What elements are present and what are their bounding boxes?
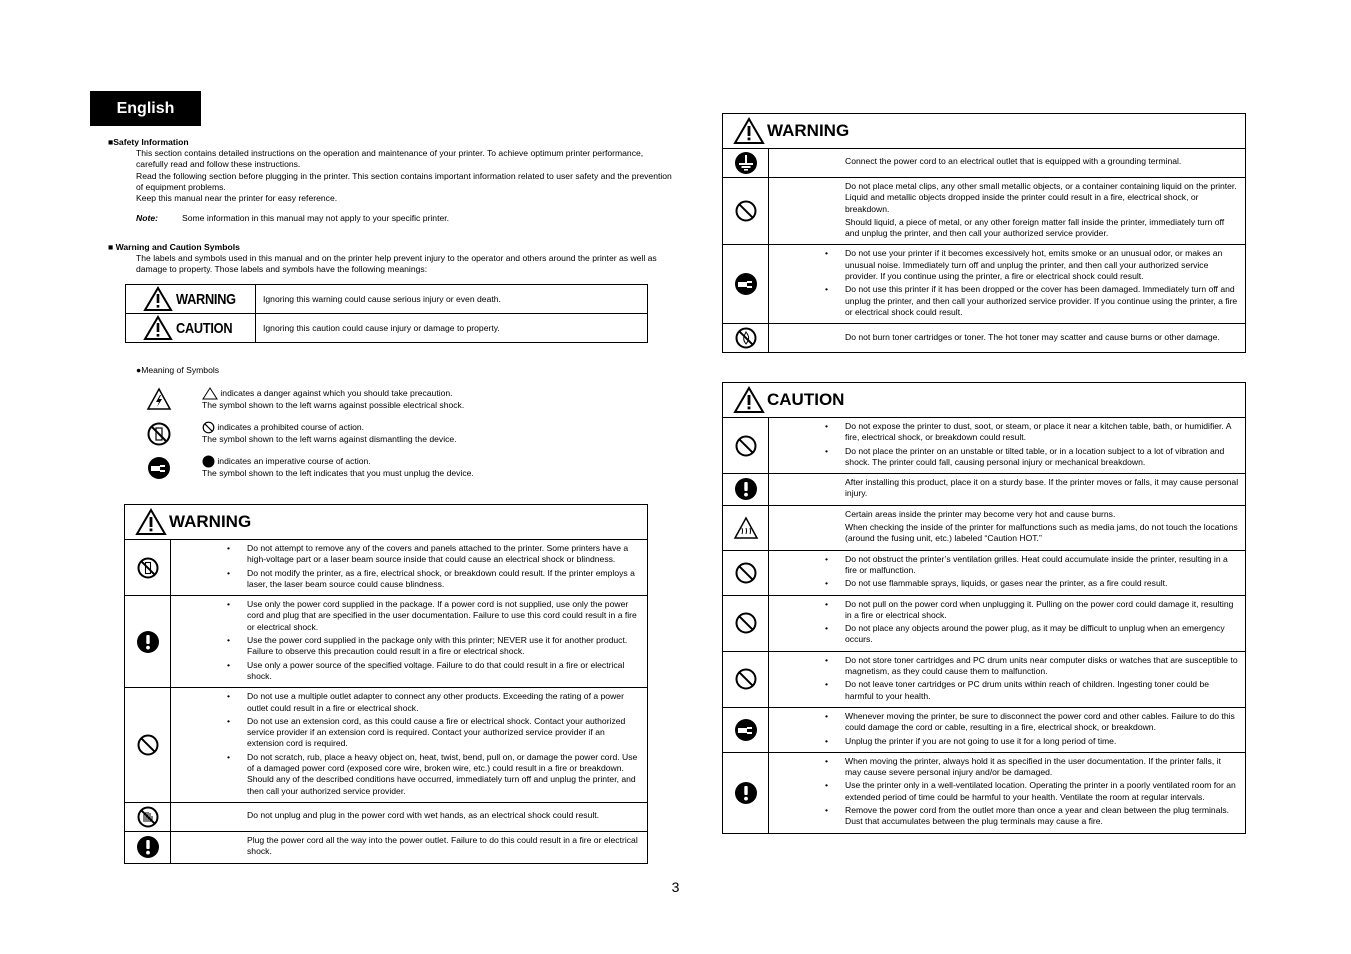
box-row	[125, 596, 648, 688]
prohibited-icon	[734, 206, 758, 216]
box-header	[723, 114, 1246, 149]
intro-paragraph: This section contains detailed instructions on the operation and maintenance of your printer. To achieve optimum printer performance, carefully read and follow these instructions.	[136, 148, 644, 170]
row-text-cell	[769, 595, 1246, 651]
warning-triangle-icon	[143, 286, 173, 312]
note-text: Some information in this manual may not apply to your specific printer.	[182, 213, 450, 223]
prohibited-icon	[734, 617, 758, 627]
row-text: Do not unplug and plug in the power cord with wet hands, as an electrical shock could result.	[247, 810, 600, 821]
mandatory-icon	[734, 787, 758, 797]
prohibited-icon	[734, 567, 758, 577]
caution-box-right	[722, 382, 1246, 834]
intro-paragraph: Keep this manual near the printer for easy reference.	[136, 193, 338, 204]
row-text-cell	[769, 707, 1246, 752]
bullet-list	[227, 691, 641, 797]
no-wet-hands-icon	[136, 811, 160, 821]
symbols-heading: ■ Warning and Caution Symbols	[108, 242, 240, 252]
bullet-item: • Do not use a multiple outlet adapter to connect any other products. Exceeding the rating of a power outlet could result in a fire or electrical shock.	[227, 691, 641, 714]
note-label: Note:	[136, 213, 158, 223]
bullet-item: • Do not modify the printer, as a fire, electrical shock, or breakdown could result. If the printer employs a laser, the laser beam source could cause blindness.	[227, 568, 641, 591]
box-row	[723, 149, 1246, 178]
bullet-list	[227, 543, 641, 590]
row-icon-cell	[723, 178, 769, 245]
symbol-legend-table	[125, 284, 648, 343]
row-text-cell	[769, 149, 1246, 178]
box-row	[125, 802, 648, 831]
row-icon-cell	[723, 595, 769, 651]
row-text-cell	[769, 245, 1246, 324]
caution-triangle-icon	[202, 387, 218, 400]
row-paragraph: When checking the inside of the printer for malfunctions such as media jams, do not touch the locations (around the fusing unit, etc.) labeled “Caution HOT.”	[845, 522, 1238, 544]
bullet-item: • Do not use this printer if it has been dropped or the cover has been damaged. Immediately turn off and unplug the printer, and then call your authorized service provider. If you continue using the printer, a fire or electrical shock could result.	[825, 284, 1239, 318]
no-dismantle-icon	[136, 562, 160, 572]
row-text: Plug the power cord all the way into the power outlet. Failure to do this could result in a fire or electrical shock.	[247, 834, 638, 857]
prohibited-icon	[734, 440, 758, 450]
row-text-cell	[769, 550, 1246, 595]
bullet-item: • Do not store toner cartridges and PC drum units near computer disks or watches that are susceptible to magnetism, as they could cause them to malfunction.	[825, 655, 1239, 678]
meaning-row	[136, 421, 656, 449]
warning-triangle-icon	[135, 508, 167, 536]
box-header	[723, 383, 1246, 418]
caution-triangle-icon	[143, 315, 173, 341]
bullet-list	[825, 756, 1239, 828]
bullet-list	[825, 248, 1239, 318]
box-row	[723, 505, 1246, 550]
warning-label-cell	[126, 285, 256, 314]
prohibited-icon	[734, 674, 758, 684]
row-icon-cell	[723, 324, 769, 353]
box-title: CAUTION	[767, 390, 845, 410]
bullet-item: • Remove the power cord from the outlet more than once a year and clean between the plug terminals. Dust that accumulates between the plug terminals may cause a fire.	[825, 805, 1239, 828]
mandatory-dot-icon	[202, 455, 215, 468]
box-header-row	[723, 114, 1246, 149]
row-paragraph: Certain areas inside the printer may become very hot and cause burns.	[845, 508, 1116, 519]
prohibited-icon	[202, 421, 215, 434]
symbol-legend-row	[126, 314, 648, 343]
row-text: Do not burn toner cartridges or toner. The hot toner may scatter and cause burns or other damage.	[845, 331, 1220, 342]
meaning-text: indicates a prohibited course of action.	[217, 421, 365, 432]
warning-triangle-icon	[733, 386, 765, 414]
bullet-item: • Do not leave toner cartridges or PC drum units within reach of children. Ingesting toner could be harmful to your health.	[825, 679, 1239, 702]
bullet-list	[227, 599, 641, 682]
row-text-cell	[769, 752, 1246, 833]
prohibited-icon	[136, 739, 160, 749]
meaning-text: indicates a danger against which you should take precaution.	[220, 387, 453, 398]
bullet-item: • Do not place any objects around the power plug, as it may be difficult to unplug when an emergency occurs.	[825, 623, 1239, 646]
bullet-item: • Do not use your printer if it becomes excessively hot, emits smoke or an unusual odor, or makes an unusual noise. Immediately turn off and unplug the printer, and then call your authorized service provider. If you continue using the printer, a fire or electrical shock could result.	[825, 248, 1239, 282]
meaning-text: The symbol shown to the left indicates that you must unplug the device.	[202, 468, 474, 478]
no-fire-icon	[734, 333, 758, 343]
box-header-row	[125, 505, 648, 540]
warning-label: WARNING	[176, 290, 236, 308]
bullet-item: • Do not pull on the power cord when unplugging it. Pulling on the power cord could damage it, resulting in a fire or electrical shock.	[825, 599, 1239, 622]
bullet-item: • Use the printer only in a well-ventilated location. Operating the printer in a poorly ventilated room for an extended period of time could be harmful to your health. Ventilate the room at regular intervals.	[825, 780, 1239, 803]
caution-label: CAUTION	[176, 319, 233, 337]
language-tab: English	[90, 91, 201, 126]
box-row	[723, 418, 1246, 474]
meaning-heading: ●Meaning of Symbols	[136, 365, 220, 375]
box-header-row	[723, 383, 1246, 418]
bullet-item: • Use the power cord supplied in the package only with this printer; NEVER use it for another product. Failure to observe this precaution could result in a fire or electrical shock.	[227, 635, 641, 658]
meaning-text: indicates an imperative course of action.	[217, 455, 371, 466]
caution-label-cell	[126, 314, 256, 343]
meaning-row	[136, 387, 656, 415]
box-row	[723, 550, 1246, 595]
box-row	[723, 324, 1246, 353]
bullet-item: • Do not scratch, rub, place a heavy object on, heat, twist, bend, pull on, or damage the power cord. Use of a damaged power cord (exposed core wire, broken wire, etc.) could result in a fire or breakdown. Should any of the described conditions have occurred, immediately turn off and unplug the printer, and then call your authorized service provider.	[227, 752, 641, 797]
hot-surface-icon	[733, 522, 759, 532]
bullet-item: • Do not expose the printer to dust, soot, or steam, or place it near a kitchen table, bath, or humidifier. A fire, electrical shock, or breakdown could result.	[825, 421, 1239, 444]
safety-intro	[136, 148, 676, 204]
box-row	[723, 474, 1246, 506]
box-row	[125, 540, 648, 596]
meaning-row	[136, 455, 656, 483]
mandatory-icon	[136, 636, 160, 646]
bullet-list	[825, 554, 1239, 590]
row-text-cell	[171, 540, 648, 596]
bullet-list	[825, 711, 1239, 747]
box-row	[723, 178, 1246, 245]
note	[136, 213, 676, 224]
bullet-item: • Do not use an extension cord, as this could cause a fire or electrical shock. Contact your authorized service provider if an extension cord is required. Contact your authorized service provider if an extension cord is required.	[227, 716, 641, 750]
row-icon-cell	[723, 505, 769, 550]
bullet-item: • Do not place the printer on an unstable or tilted table, or in a location subject to a lot of vibration and shock. The printer could fall, causing personal injury or mechanical breakdown.	[825, 446, 1239, 469]
mandatory-icon	[734, 484, 758, 494]
row-icon-cell	[723, 149, 769, 178]
meaning-text: The symbol shown to the left warns against possible electrical shock.	[202, 400, 465, 410]
symbols-intro: The labels and symbols used in this manual and on the printer help prevent injury to the operator and others around the printer as well as damage to property. Those labels and symbols have the following meanings:	[136, 253, 657, 275]
row-text-cell	[171, 831, 648, 863]
box-row	[125, 831, 648, 863]
row-icon-cell	[723, 418, 769, 474]
bullet-item: • Unplug the printer if you are not going to use it for a long period of time.	[825, 736, 1239, 747]
row-icon-cell	[723, 474, 769, 506]
warning-box-left	[124, 504, 648, 864]
ground-icon	[734, 157, 758, 167]
bullet-list	[825, 655, 1239, 702]
row-text-cell	[769, 651, 1246, 707]
row-text-cell	[171, 802, 648, 831]
box-row	[723, 651, 1246, 707]
box-row	[723, 595, 1246, 651]
electric-shock-icon	[146, 387, 172, 411]
box-row	[723, 752, 1246, 833]
box-header	[125, 505, 648, 540]
row-icon-cell	[125, 831, 171, 863]
row-paragraph: Should liquid, a piece of metal, or any other foreign matter fall inside the printer, immediately turn off and unplug the printer, and then call your authorized service provider.	[845, 216, 1225, 239]
row-icon-cell	[723, 651, 769, 707]
box-row	[723, 245, 1246, 324]
bullet-item: • Do not use flammable sprays, liquids, or gases near the printer, as a fire could result.	[825, 578, 1239, 589]
no-dismantle-icon	[146, 421, 172, 447]
row-text-cell	[171, 596, 648, 688]
unplug-icon	[734, 279, 758, 289]
unplug-icon	[146, 455, 172, 481]
row-icon-cell	[125, 688, 171, 803]
row-icon-cell	[723, 707, 769, 752]
row-text: Connect the power cord to an electrical outlet that is equipped with a grounding terminal.	[845, 156, 1182, 167]
unplug-icon	[734, 724, 758, 734]
row-text-cell	[769, 474, 1246, 506]
safety-heading: ■Safety Information	[108, 137, 189, 147]
page-number: 3	[671, 879, 680, 895]
caution-meaning: Ignoring this caution could cause injury or damage to property.	[256, 314, 648, 343]
bullet-item: • Do not obstruct the printer’s ventilation grilles. Heat could accumulate inside the printer, resulting in a fire or malfunction.	[825, 554, 1239, 577]
row-text-cell	[769, 324, 1246, 353]
bullet-item: • When moving the printer, always hold it as specified in the user documentation. If the printer falls, it may cause severe personal injury and/or be damaged.	[825, 756, 1239, 779]
box-row	[125, 688, 648, 803]
row-icon-cell	[723, 245, 769, 324]
warning-meaning: Ignoring this warning could cause serious injury or even death.	[256, 285, 648, 314]
bullet-item: • Use only a power source of the specified voltage. Failure to do that could result in a fire or electrical shock.	[227, 660, 641, 683]
box-row	[723, 707, 1246, 752]
bullet-item: • Do not attempt to remove any of the covers and panels attached to the printer. Some printers have a high-voltage part or a laser beam source inside that could cause an electrical shock or blindness.	[227, 543, 641, 566]
row-text: After installing this product, place it on a sturdy base. If the printer moves or falls, it may cause personal injury.	[845, 477, 1239, 499]
row-icon-cell	[723, 752, 769, 833]
row-text-cell	[171, 688, 648, 803]
bullet-list	[825, 421, 1239, 468]
warning-box-right	[722, 113, 1246, 353]
row-icon-cell	[125, 596, 171, 688]
bullet-item: • Use only the power cord supplied in the package. If a power cord is not supplied, use only the power cord and plug that are specified in the user documentation. Failure to use this cord could result in a fire or electrical shock.	[227, 599, 641, 633]
row-text-cell	[769, 418, 1246, 474]
warning-triangle-icon	[733, 117, 765, 145]
row-icon-cell	[125, 802, 171, 831]
meaning-text: The symbol shown to the left warns against dismantling the device.	[202, 434, 457, 444]
intro-paragraph: Read the following section before plugging in the printer. This section contains important information related to user safety and the prevention of equipment problems.	[136, 170, 672, 192]
row-text-cell	[769, 505, 1246, 550]
row-icon-cell	[125, 540, 171, 596]
box-title: WARNING	[767, 121, 850, 141]
mandatory-icon	[136, 842, 160, 852]
bullet-item: • Whenever moving the printer, be sure to disconnect the power cord and other cables. Failure to do this could damage the cord or cable, resulting in a fire, electrical shock, or breakdown.	[825, 711, 1239, 734]
row-icon-cell	[723, 550, 769, 595]
symbol-legend-row	[126, 285, 648, 314]
row-text-cell	[769, 178, 1246, 245]
bullet-list	[825, 599, 1239, 646]
row-paragraph: Do not place metal clips, any other small metallic objects, or a container containing liquid on the printer. Liquid and metallic objects dropped inside the printer could result in a fire, electrical shock, or breakdown.	[845, 181, 1237, 214]
box-title: WARNING	[169, 512, 252, 532]
